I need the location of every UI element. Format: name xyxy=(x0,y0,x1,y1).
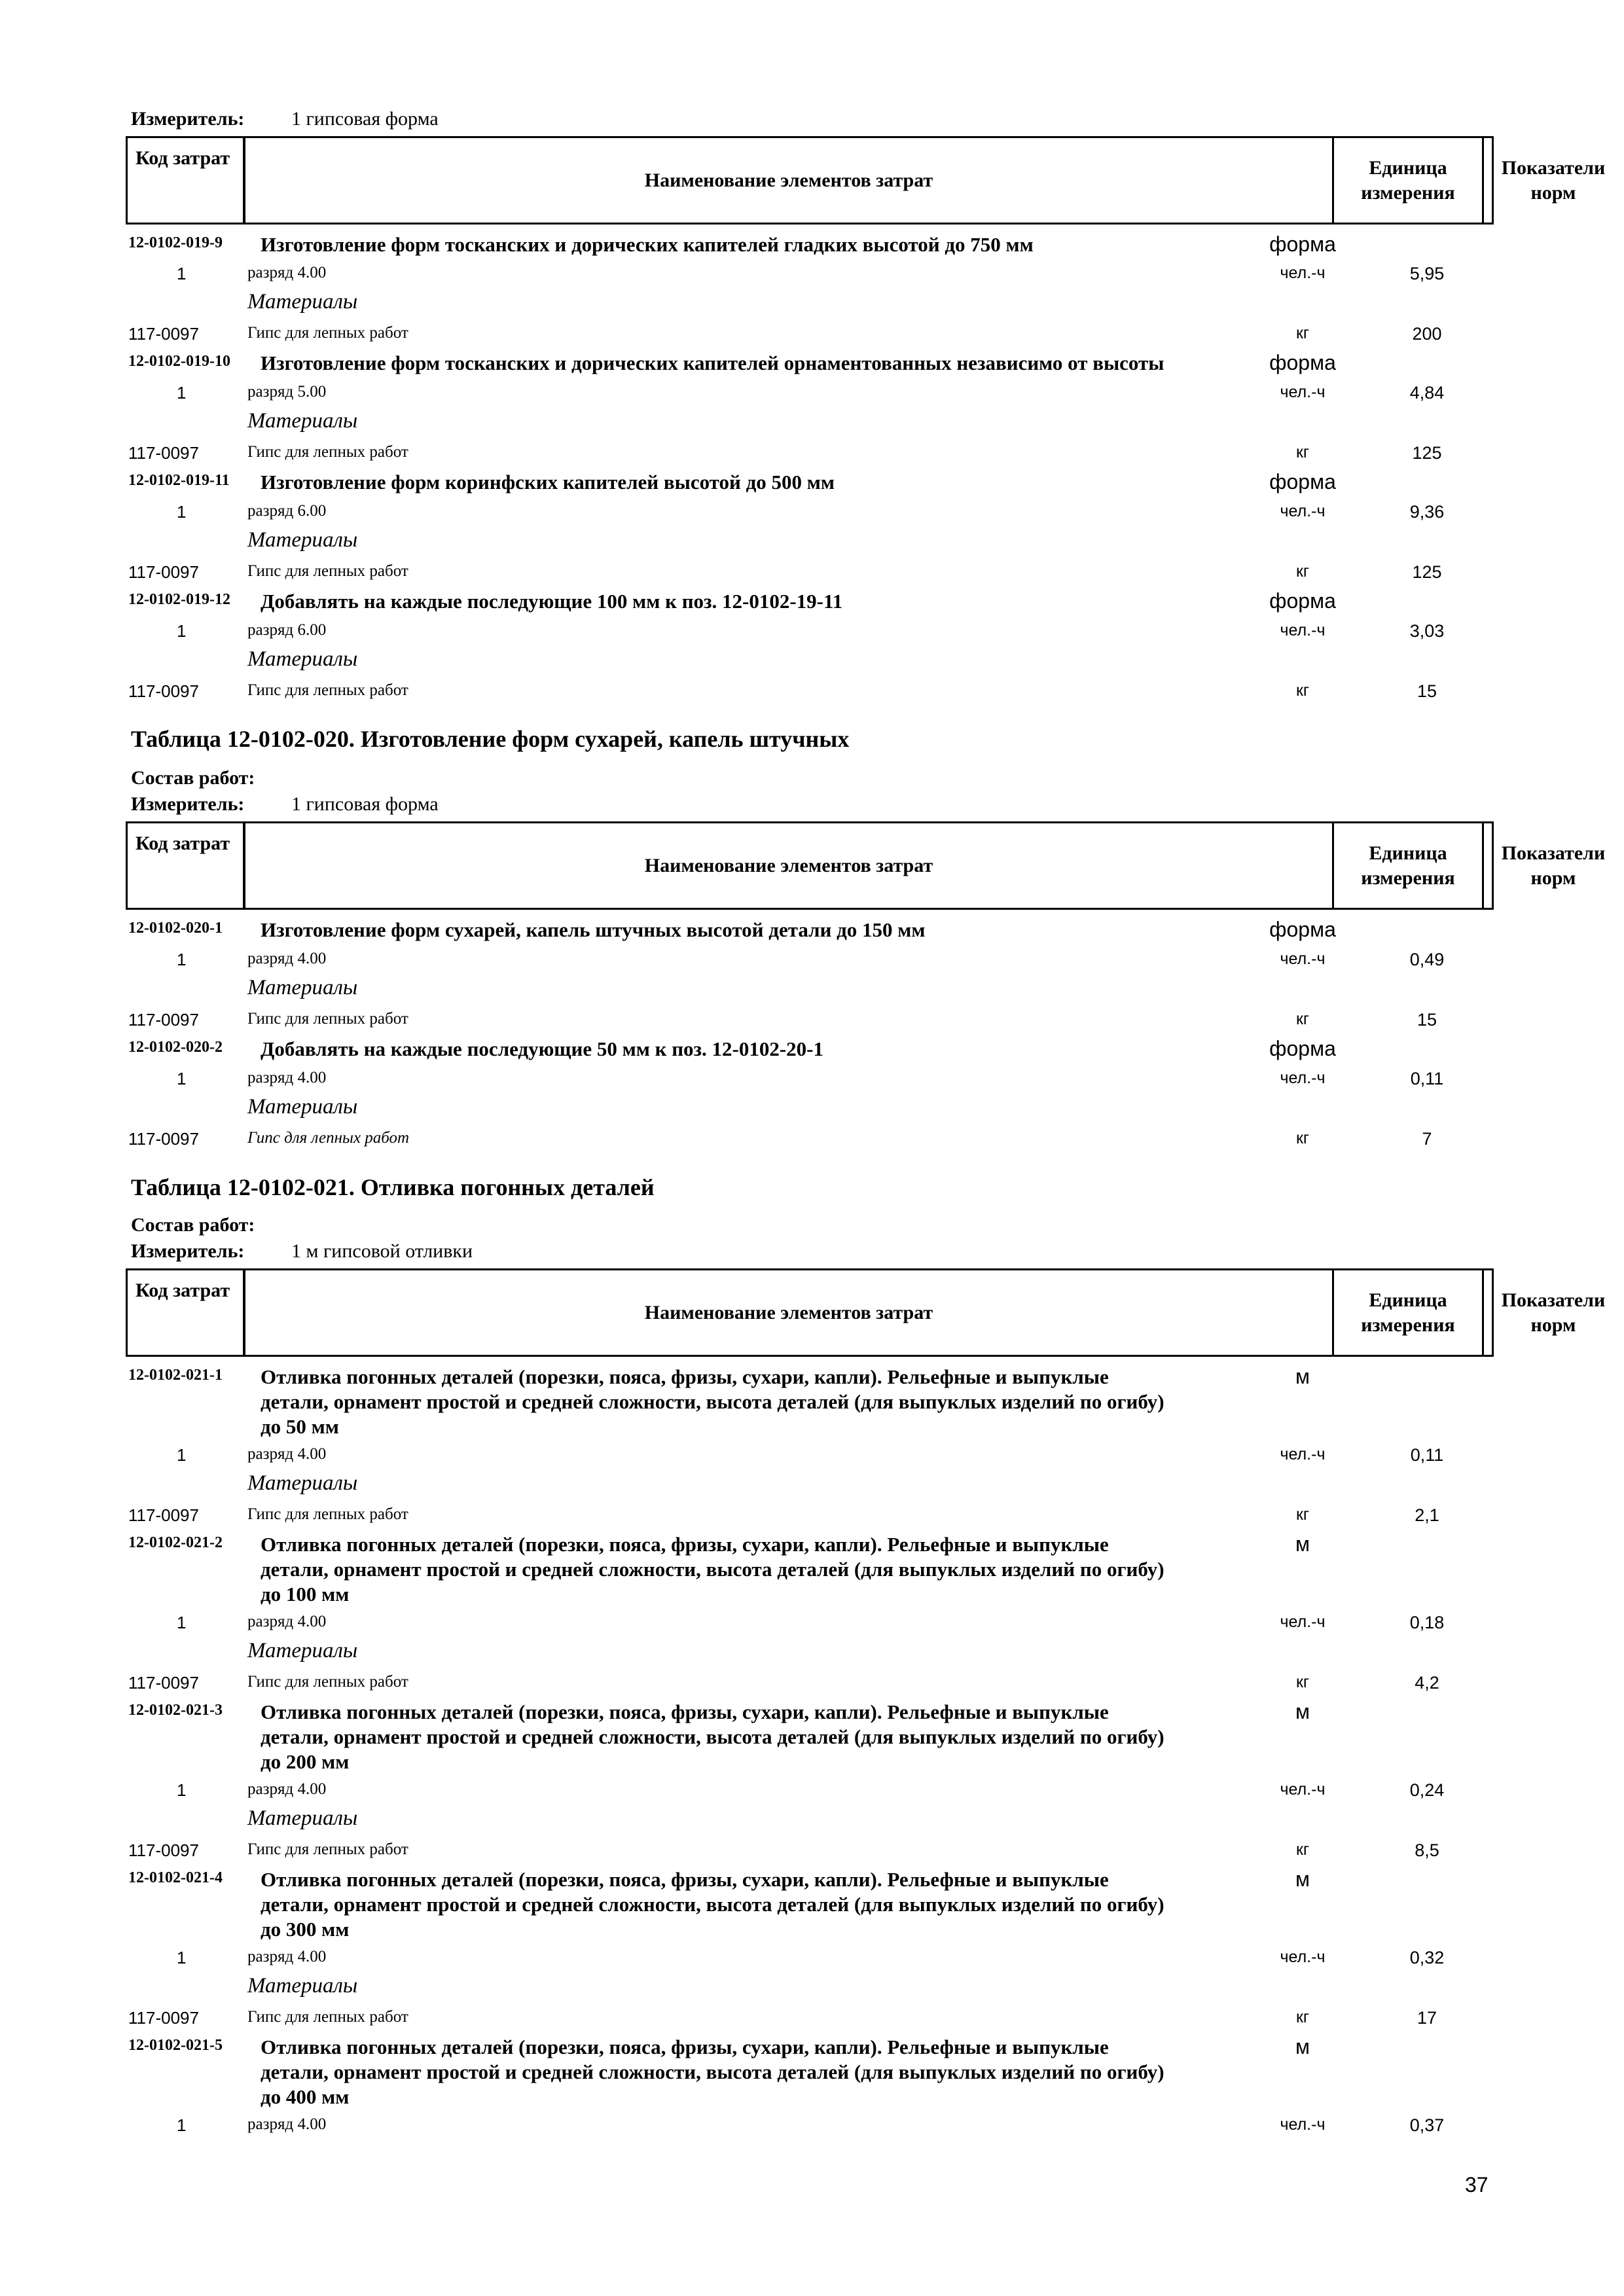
item-name-line2: детали, орнамент простой и средней сложности, высота деталей (для выпуклых изделий по огибу) xyxy=(261,1558,1164,1581)
item-name-line3: до 400 мм xyxy=(261,2085,350,2108)
item-name-line3: до 300 мм xyxy=(261,1918,350,1941)
item-code: 12-0102-020-1 xyxy=(128,920,223,937)
material-code: 117-0097 xyxy=(128,1129,199,1149)
page-number: 37 xyxy=(1465,2173,1489,2197)
header-name: Наименование элементов затрат xyxy=(644,169,933,191)
meter-label: Измеритель: xyxy=(131,793,245,815)
item-code: 12-0102-021-3 xyxy=(128,1702,223,1719)
material-name: Гипс для лепных работ xyxy=(247,1505,408,1523)
materials-label: Материалы xyxy=(247,1095,358,1119)
material-code: 117-0097 xyxy=(128,562,199,582)
material-code: 117-0097 xyxy=(128,1673,199,1693)
item-unit: форма xyxy=(1269,232,1336,256)
worker-num: 1 xyxy=(177,950,187,969)
header-norm: Показатели норм xyxy=(1501,156,1606,204)
worker-rank: разряд 4.00 xyxy=(247,1780,327,1798)
material-name: Гипс для лепных работ xyxy=(247,324,408,342)
meter-value: 1 м гипсовой отливки xyxy=(291,1240,473,1262)
labor-value: 0,11 xyxy=(1410,1069,1444,1088)
worker-num: 1 xyxy=(177,1948,187,1967)
labor-unit: чел.-ч xyxy=(1280,1445,1326,1463)
header-code: Код затрат xyxy=(128,138,245,223)
material-value: 2,1 xyxy=(1415,1505,1439,1525)
item-code: 12-0102-019-12 xyxy=(128,591,230,608)
header-norm: Показатели норм xyxy=(1501,1289,1606,1336)
labor-value: 9,36 xyxy=(1409,502,1445,522)
composition-label: Состав работ: xyxy=(131,767,255,789)
labor-unit: чел.-ч xyxy=(1280,1780,1326,1799)
item-name-line1: Отливка погонных деталей (порезки, пояса, фризы, сухари, капли). Рельефные и выпуклые xyxy=(261,2036,1109,2058)
material-code: 117-0097 xyxy=(128,2008,199,2028)
material-value: 17 xyxy=(1416,2008,1437,2028)
material-value: 15 xyxy=(1416,681,1437,701)
material-name: Гипс для лепных работ xyxy=(247,2008,408,2026)
labor-unit: чел.-ч xyxy=(1280,621,1326,639)
header-code: Код затрат xyxy=(128,1270,245,1355)
worker-num: 1 xyxy=(177,264,187,283)
item-name-line2: детали, орнамент простой и средней сложности, высота деталей (для выпуклых изделий по огибу) xyxy=(261,1893,1164,1916)
materials-label: Материалы xyxy=(247,1806,358,1830)
labor-value: 0,32 xyxy=(1409,1948,1445,1967)
worker-num: 1 xyxy=(177,1069,187,1088)
labor-value: 0,11 xyxy=(1410,1445,1444,1465)
table-header xyxy=(126,136,1606,224)
material-unit: кг xyxy=(1295,1129,1310,1147)
labor-value: 0,18 xyxy=(1409,1613,1445,1632)
labor-value: 4,84 xyxy=(1409,383,1445,403)
labor-value: 5,95 xyxy=(1409,264,1445,283)
table-title: Таблица 12-0102-021. Отливка погонных деталей xyxy=(131,1174,655,1200)
materials-label: Материалы xyxy=(247,528,358,552)
material-name: Гипс для лепных работ xyxy=(247,1673,408,1691)
labor-unit: чел.-ч xyxy=(1280,2115,1326,2134)
material-unit: кг xyxy=(1295,1840,1310,1859)
meter-label: Измеритель: xyxy=(131,1240,245,1262)
labor-unit: чел.-ч xyxy=(1280,950,1326,968)
meter-label: Измеритель: xyxy=(131,108,245,130)
material-code: 117-0097 xyxy=(128,1505,199,1525)
worker-num: 1 xyxy=(177,383,187,403)
item-name-line3: до 50 мм xyxy=(261,1415,339,1438)
item-name: Добавлять на каждые последующие 100 мм к поз. 12-0102-19-11 xyxy=(261,590,843,613)
composition-label: Состав работ: xyxy=(131,1214,255,1236)
labor-unit: чел.-ч xyxy=(1280,264,1326,282)
worker-rank: разряд 4.00 xyxy=(247,1948,327,1965)
material-unit: кг xyxy=(1295,1673,1310,1691)
material-unit: кг xyxy=(1295,1505,1310,1524)
labor-value: 3,03 xyxy=(1409,621,1445,641)
item-unit: форма xyxy=(1269,470,1336,493)
material-code: 117-0097 xyxy=(128,1840,199,1860)
header-unit: Единица измерения xyxy=(1332,138,1484,223)
item-code: 12-0102-021-4 xyxy=(128,1869,223,1886)
item-unit: форма xyxy=(1269,351,1336,374)
item-code: 12-0102-021-2 xyxy=(128,1534,223,1551)
item-name: Добавлять на каждые последующие 50 мм к поз. 12-0102-20-1 xyxy=(261,1037,823,1060)
worker-rank: разряд 5.00 xyxy=(247,383,327,401)
worker-rank: разряд 4.00 xyxy=(247,1445,327,1463)
worker-rank: разряд 4.00 xyxy=(247,264,327,281)
material-name: Гипс для лепных работ xyxy=(247,562,408,580)
materials-label: Материалы xyxy=(247,647,358,671)
item-code: 12-0102-021-5 xyxy=(128,2037,223,2054)
worker-num: 1 xyxy=(177,621,187,641)
item-name-line2: детали, орнамент простой и средней сложности, высота деталей (для выпуклых изделий по огибу) xyxy=(261,1725,1164,1748)
item-name-line3: до 200 мм xyxy=(261,1750,350,1773)
worker-rank: разряд 4.00 xyxy=(247,1613,327,1630)
material-value: 4,2 xyxy=(1415,1673,1439,1693)
meter-value: 1 гипсовая форма xyxy=(291,108,439,130)
item-name-line1: Отливка погонных деталей (порезки, пояса, фризы, сухари, капли). Рельефные и выпуклые xyxy=(261,1533,1109,1556)
item-name: Изготовление форм сухарей, капель штучных высотой детали до 150 мм xyxy=(261,918,926,941)
materials-label: Материалы xyxy=(247,1471,358,1495)
item-name-line2: детали, орнамент простой и средней сложности, высота деталей (для выпуклых изделий по огибу) xyxy=(261,2060,1164,2083)
material-unit: кг xyxy=(1295,562,1310,581)
material-value: 125 xyxy=(1412,443,1442,463)
meter-line xyxy=(131,1240,473,1263)
item-name: Изготовление форм коринфских капителей высотой до 500 мм xyxy=(261,471,835,493)
worker-rank: разряд 6.00 xyxy=(247,502,327,520)
item-code: 12-0102-021-1 xyxy=(128,1367,223,1384)
material-value: 200 xyxy=(1412,324,1442,344)
material-name: Гипс для лепных работ xyxy=(247,1840,408,1858)
worker-rank: разряд 4.00 xyxy=(247,1069,327,1086)
item-name-line3: до 100 мм xyxy=(261,1583,350,1605)
item-unit: форма xyxy=(1269,589,1336,613)
labor-value: 0,24 xyxy=(1409,1780,1445,1800)
header-norm: Показатели норм xyxy=(1501,842,1606,889)
material-code: 117-0097 xyxy=(128,324,199,344)
item-name: Изготовление форм тосканских и дорических капителей гладких высотой до 750 мм xyxy=(261,233,1034,256)
table-header xyxy=(126,1268,1606,1357)
header-unit: Единица измерения xyxy=(1332,1270,1484,1355)
header-unit: Единица измерения xyxy=(1332,823,1484,908)
labor-unit: чел.-ч xyxy=(1280,1069,1326,1087)
item-name: Изготовление форм тосканских и дорических капителей орнаментованных независимо от высоты xyxy=(261,351,1164,374)
material-name: Гипс для лепных работ xyxy=(247,681,408,699)
material-unit: кг xyxy=(1295,2008,1310,2026)
worker-num: 1 xyxy=(177,2115,187,2135)
item-unit: форма xyxy=(1269,1037,1336,1060)
worker-num: 1 xyxy=(177,1613,187,1632)
worker-num: 1 xyxy=(177,1445,187,1465)
item-code: 12-0102-019-11 xyxy=(128,472,230,489)
materials-label: Материалы xyxy=(247,409,358,433)
item-unit: форма xyxy=(1269,918,1336,941)
item-unit: м xyxy=(1295,1365,1310,1388)
item-unit: м xyxy=(1295,1867,1310,1891)
item-name-line1: Отливка погонных деталей (порезки, пояса, фризы, сухари, капли). Рельефные и выпуклые xyxy=(261,1868,1109,1891)
material-name: Гипс для лепных работ xyxy=(247,1129,410,1147)
item-unit: м xyxy=(1295,1700,1310,1723)
item-name-line2: детали, орнамент простой и средней сложности, высота деталей (для выпуклых изделий по огибу) xyxy=(261,1390,1164,1413)
meter-line xyxy=(131,108,439,130)
material-value: 7 xyxy=(1422,1129,1432,1149)
material-name: Гипс для лепных работ xyxy=(247,1010,408,1028)
material-value: 8,5 xyxy=(1415,1840,1439,1860)
material-name: Гипс для лепных работ xyxy=(247,443,408,461)
material-unit: кг xyxy=(1295,324,1310,342)
materials-label: Материалы xyxy=(247,976,358,999)
material-value: 15 xyxy=(1416,1010,1437,1030)
item-unit: м xyxy=(1295,1532,1310,1556)
labor-unit: чел.-ч xyxy=(1280,502,1326,520)
worker-rank: разряд 4.00 xyxy=(247,2115,327,2133)
header-name: Наименование элементов затрат xyxy=(644,1301,933,1323)
meter-line xyxy=(131,793,439,816)
materials-label: Материалы xyxy=(247,1974,358,1998)
material-unit: кг xyxy=(1295,681,1310,700)
worker-rank: разряд 6.00 xyxy=(247,621,327,639)
material-code: 117-0097 xyxy=(128,681,199,701)
material-code: 117-0097 xyxy=(128,1010,199,1030)
labor-unit: чел.-ч xyxy=(1280,383,1326,401)
labor-unit: чел.-ч xyxy=(1280,1613,1326,1631)
worker-rank: разряд 4.00 xyxy=(247,950,327,967)
labor-unit: чел.-ч xyxy=(1280,1948,1326,1966)
labor-value: 0,49 xyxy=(1409,950,1445,969)
header-code: Код затрат xyxy=(128,823,245,908)
labor-value: 0,37 xyxy=(1409,2115,1445,2135)
material-value: 125 xyxy=(1412,562,1442,582)
material-unit: кг xyxy=(1295,443,1310,461)
worker-num: 1 xyxy=(177,1780,187,1800)
item-name-line1: Отливка погонных деталей (порезки, пояса, фризы, сухари, капли). Рельефные и выпуклые xyxy=(261,1700,1109,1723)
table-header xyxy=(126,821,1606,910)
worker-num: 1 xyxy=(177,502,187,522)
item-code: 12-0102-019-9 xyxy=(128,234,223,251)
material-unit: кг xyxy=(1295,1010,1310,1028)
header-name: Наименование элементов затрат xyxy=(644,854,933,876)
material-code: 117-0097 xyxy=(128,443,199,463)
item-code: 12-0102-020-2 xyxy=(128,1039,223,1056)
item-code: 12-0102-019-10 xyxy=(128,353,230,370)
materials-label: Материалы xyxy=(247,1639,358,1662)
item-unit: м xyxy=(1295,2035,1310,2058)
table-title: Таблица 12-0102-020. Изготовление форм сухарей, капель штучных xyxy=(131,726,850,752)
materials-label: Материалы xyxy=(247,290,358,314)
meter-value: 1 гипсовая форма xyxy=(291,793,439,815)
item-name-line1: Отливка погонных деталей (порезки, пояса, фризы, сухари, капли). Рельефные и выпуклые xyxy=(261,1365,1109,1388)
